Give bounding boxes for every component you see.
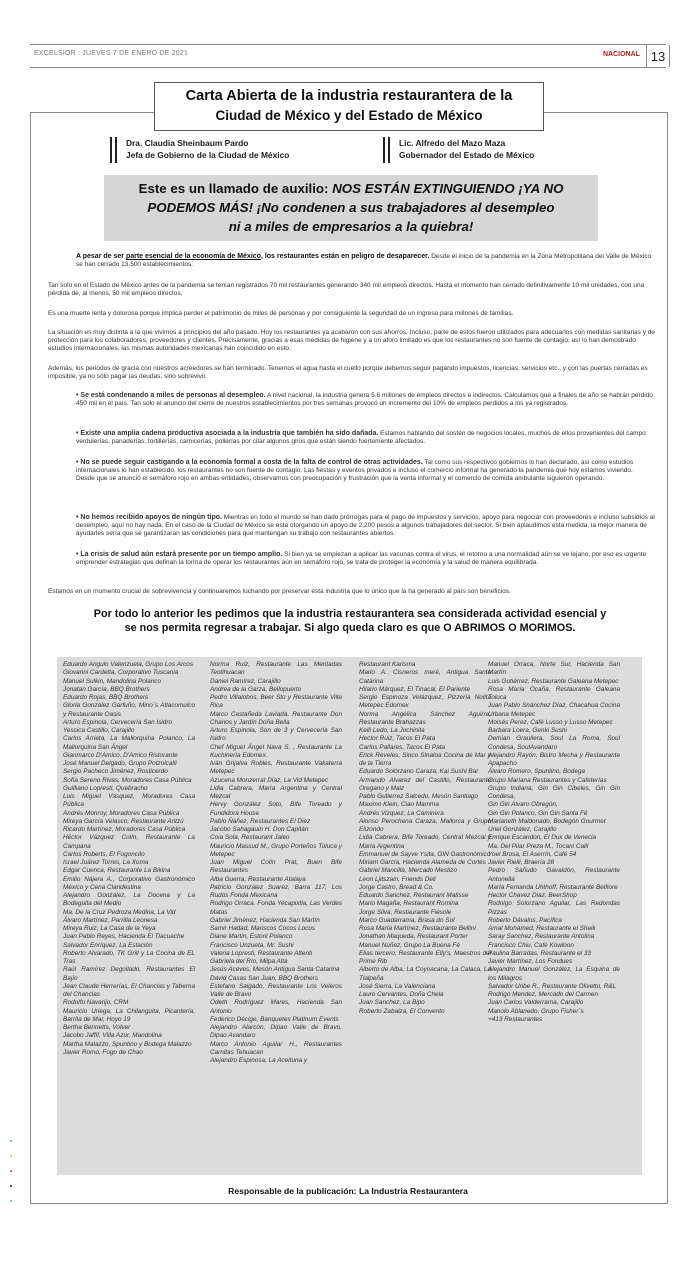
signer-entry: Juan Carlos Valderrama, Carajillo	[488, 999, 584, 1007]
signer-entry: Francisco Chiu, Café Kowloon	[488, 941, 574, 949]
signer-entry: Salvador Uribe R., Restaurante Olivetto, R&L	[488, 982, 617, 990]
signer-entry: Carlos Pallares, Tacos El Pata	[359, 743, 446, 751]
signer-entry: Estefano Salgado, Restaurante Los Veleros Valle de Bravo	[210, 982, 342, 998]
signer-entry: Alejandro González, La Docena y La Bodeguita del Medio	[63, 892, 195, 908]
signer-entry: Jorge Castro, Bread & Co.	[359, 883, 434, 891]
signer-entry: Gabriel Jiménez, Hacienda San Martín	[210, 916, 320, 924]
signer-entry: Pedro Sañudo Gavaldón, Restaurante Antonella	[488, 867, 620, 883]
signer-entry: Juan Sanchez, La Bipo	[359, 999, 425, 1007]
signer-entry: Gabriela del Río, Milpa Alta	[210, 958, 288, 965]
addressee-cdmx	[126, 137, 289, 161]
signer-entry: María Fernanda Uhthoff, Restaurante Belfiore	[488, 883, 618, 891]
signer-entry: Andrés Monroy, Moradores Casa Pública	[63, 809, 180, 817]
signer-entry: Marco Antonio Aguilar H., Restaurantes Carnitas Tehuacan	[210, 1040, 342, 1056]
signer-entry: Andrea de la Garza, Bellopuerto	[210, 685, 302, 693]
signer-entry: Iván Grijalva Robles, Restaurante Vakaterra Metepec	[210, 760, 342, 776]
signer-entry: Daniel Ramírez, Carajillo	[210, 677, 281, 685]
signer-entry: Raúl Ramírez Degollado, Restaurantes El Bajío	[63, 966, 195, 982]
signer-entry: Jacobo Sahagauin H. Don Capitán	[210, 826, 309, 833]
signer-entry: Eduardo Solórzano Caraza, Kai Sushi Bar	[359, 768, 479, 776]
signer-entry: Ricardo Martínez, Moradores Casa Pública	[63, 826, 186, 833]
signer-entry: Lauro Cervantes, Doña Chela	[359, 991, 444, 998]
signer-entry: Jorge Silva, Restaurante Fiesole	[359, 908, 452, 916]
signers-column-1	[63, 661, 195, 1057]
signer-entry: Jonathan Maqueda, Restaurant Porter	[359, 933, 468, 941]
bullet-4: • No hemos recibido apoyos de ningún tipo. Mientras en todo el mundo se han dado prórrogas para el pago de impuestos y servicios, apoyo para negociar con proveedores e incluso subsidios al desempleo, aquí no hay nada. En el caso de la Ciudad de México se está otorgando un apoyo de 2,200 pesos a algunos trabajadores del sector. Si bien aplaudimos esta medida, la mejor manera de ayudarles sería que se garantizaran las condiciones para que mantengan su trabajo con restaurantes abiertos.	[76, 514, 655, 538]
bullet-1: • Se está condenando a miles de personas al desempleo. A nivel nacional, la industria genera 5.6 millones de empleos directos e indirectos. Calculamos que a finales de año se habrán perdido 450 mil en el país. Tan solo el anuncio del cierre de nuestros establecimientos por tres semanas provocó un incremento del 10% de empleos perdidos a los ya registrados.	[76, 392, 653, 408]
signer-entry: Sergio Espinoza Velázquez, Pizzería Nolita Metepec Edomex	[359, 694, 491, 710]
signer-entry: Hector Chavez Diaz, BeerShop	[488, 892, 577, 899]
callout-line3: ni a miles de empresarios a la quiebra!	[228, 219, 474, 234]
signer-entry: Pablo Gutierrez Salcedo, Mesón Santiago	[359, 793, 479, 800]
signer-entry: Manuel Nuñez, Grupo La Buena Fé	[359, 941, 460, 949]
signer-entry: Armando Alvarez del Castillo, Restaurante Oregano y Maiz	[359, 776, 491, 792]
signer-entry: Restaurant Karisma	[359, 661, 416, 668]
signer-entry: Álvaro Martínez, Parrilla Leonesa	[63, 916, 158, 924]
signer-entry: Martha Malazzo, Spuntino y Bodega Malazzo	[63, 1040, 192, 1048]
signer-entry: Juan Pablo Reyes, Hacienda El Tlacuache	[63, 933, 185, 941]
closing-line-2: se nos permita regresar a trabajar. Si algo queda claro es que O ABRIMOS O MORIMOS.	[124, 622, 576, 634]
signer-entry: Bertha Bennetts, Volver	[63, 1024, 131, 1031]
signer-entry: Javier Rielli, Braería 28	[488, 859, 555, 866]
header-rule-bottom	[30, 67, 666, 68]
callout-line2: PODEMOS MÁS! ¡No condenen a sus trabajadores al desempleo	[147, 200, 555, 215]
signer-entry: Rodolgo Solorzano Aguilar, Las Redondas Pizzas	[488, 900, 620, 916]
signer-entry: Rosa María Ocaña, Restaurante Galeana Toluca	[488, 685, 620, 701]
signer-entry: Rodrigo Mendez, Mercado del Carmen	[488, 991, 599, 998]
signer-entry: Edgar Cuenca, Restaurante La Bikina	[63, 867, 171, 875]
signer-entry: Norma Ruiz, Restaurante Las Mentadas Teotihuacan	[210, 661, 342, 677]
signer-entry: Ma. De la Cruz Pedroza Medina, La Vid	[63, 908, 176, 916]
signer-entry: Luis Miguel Vásquez, Moradores Casa Pública	[63, 793, 195, 809]
signer-entry: Paulina Barradas, Restaurante el 33	[488, 949, 592, 957]
signer-entry: Manolo Ablanedo, Grupo Fisher´s	[488, 1007, 584, 1015]
signer-entry: Barbara Loera, Genki Sushi	[488, 727, 567, 734]
signer-entry: Lidia Cabrera, Bife Toreado, Central Mezcal y María Argentina	[359, 834, 491, 850]
signer-entry: Pedro Villalobos, Beer Sto y Restaurante Villa Rica	[210, 694, 342, 710]
signer-entry: Emmanuel de Sayve Ysita, GIN Gastronómico	[359, 850, 491, 858]
paragraph-3: Es una muerte lenta y dolorosa porque implica perder el patrimonio de miles de personas y por consiguiente la seguridad de un ingreso para millones de familias.	[48, 310, 514, 317]
signers-column-3	[359, 661, 491, 1016]
signer-entry: Rodrigo Orraca. Fonda Yecapixtla, Las Verdes Matas	[210, 900, 342, 916]
paragraph-5: Además, los periodos de gracia con nuestros acreedores se han terminado. Tenemos el agua hasta el cuello porque debemos seguir pagando impuestos, licencias, servicios etc., y con las puertas cerradas es imposible, ya no sólo pagar las deudas, sino sobrevivir.	[48, 365, 648, 381]
signer-entry: Gloria González Garfuño, Mino´s Atlacomulco y Restaurante Oasis	[63, 702, 195, 718]
signer-entry: Hervy González Soto, Bife Toreado y Fundidora House	[210, 801, 342, 817]
signer-entry: Patricio González Suarez, Barra 117, Los Rudos Fonda Mexicana	[210, 883, 342, 899]
signer-entry: Demian Graullera, Soul La Roma, Soul Condesa, SoulAvandaro	[488, 735, 620, 751]
signer-entry: Salvador Enríquez, La Estación	[63, 941, 153, 949]
signer-entry: Odeth Rodríguez Mares, Hacienda San Antonio	[210, 999, 342, 1015]
signer-entry: Samir Hadad, Mariscos Cocos Locos	[210, 925, 316, 932]
signer-entry: Manuel Sulkin, Mandolina Polanco	[63, 677, 162, 685]
signer-entry: Mireya Ruiz, La Casa de la Yeya	[63, 925, 156, 932]
signers-column-2	[210, 661, 342, 1065]
signer-entry: Jacobo Jaffif, Villa Azur, Mandolina	[63, 1032, 162, 1040]
signer-entry: Gin Gin Alvaro Obregón,	[488, 801, 558, 809]
signer-entry: Alejandro Rayón, Bistro Mecha y Restaurante Apapacho	[488, 751, 620, 767]
signer-entry: Javier Romo, Fogo de Chao	[63, 1048, 143, 1056]
section-label: NACIONAL	[603, 51, 640, 58]
signer-entry: David Casas San Juan, BBQ Brothers	[210, 974, 318, 982]
letter-title	[154, 82, 544, 131]
signer-entry: Ma. Del Pilar Preza M., Tocani Calli	[488, 842, 589, 850]
signer-entry: Jesús Aceves, Mesón Antigua Santa Catarina	[210, 966, 340, 974]
signer-entry: Emilio Nájera A., Corporativo Gastronómico México y Cena Clandestina	[63, 875, 195, 891]
addressee-edomex	[399, 137, 534, 161]
signer-entry: Guilliano Lopresti, Quebracho	[63, 784, 148, 792]
margin-color-marks	[10, 1140, 14, 1215]
signer-entry: Alejandro Alarcón, Dipao Valle de Bravo, Dipao Avandaro	[210, 1024, 342, 1040]
signer-entry: Mario Magaña, Restaurant Romina	[359, 900, 459, 908]
signer-entry: Uriel González, Carajillo	[488, 826, 557, 833]
signer-entry: Yessica Castillo, Carajillo	[63, 727, 135, 734]
paragraph-1: A pesar de ser parte esencial de la economía de México, los restaurantes están en peligro de desaparecer. Desde el inicio de la pandemia en la Zona Metropolitana del Valle de México se han cerrado 13,500 establecimientos.	[76, 253, 652, 269]
signer-entry: Álvaro Romero, Spuntino, Bodega	[488, 768, 585, 776]
signer-entry: Enrique Escandon, El Dux de Venecia	[488, 834, 597, 842]
signer-entry: Gabriel Mancilla, Mercado Mestizo	[359, 867, 458, 875]
bullet-5: • La crisis de salud aún estará presente por un tiempo amplio. Si bien ya se empiezan a aplicar las vacunas contra el virus, el retorno a una normalidad aún se ve lejano, por eso es urgente emprender estrategias que definan la forma de operar los restaurantes aún en semáforo rojo, se trata de proteger la economía y la salud de manera equilibrada.	[76, 551, 647, 567]
signers-column-4	[488, 661, 620, 1024]
signer-entry: Roberto Alvarado, TK Grill y La Cocina de EL Tras	[63, 949, 195, 965]
signer-entry: Yoel Brosa, El Aserrín, Café 54	[488, 850, 577, 858]
addressee-name: Dra. Claudia Sheinbaum Pardo	[126, 138, 249, 148]
signers-box	[57, 657, 642, 1175]
signer-entry: Eduardo Rojas, BBQ Brothers	[63, 694, 149, 701]
addressee-bar	[388, 137, 390, 163]
addressee-bar	[115, 137, 117, 163]
signer-entry: Hector Ruiz, Tacos El Pata	[359, 735, 436, 743]
addressee-name: Lic. Alfredo del Mazo Maza	[399, 138, 506, 148]
signer-entry: Norma Angélica Sánchez Aguirre, Restaurante Brahazzas	[359, 710, 491, 726]
signer-entry: Arturo Espinola, Cervecería San Isidro	[63, 718, 173, 726]
signer-entry: Chef Miguel Ángel Nava S. , Restaurante La Kuchinería Edomex.	[210, 743, 342, 759]
signer-entry: Marco Guadarrama, Brasa do Sol	[359, 916, 455, 924]
signer-entry: Luis Gutiérrez, Restaurante Galeana Metepec	[488, 677, 619, 685]
signer-entry: Marianeth Maldonado, Bodegón Gourmet	[488, 817, 606, 825]
signer-entry: Pablo Ñañez, Restaurantes El Diez	[210, 817, 311, 825]
signer-entry: Moisés Perez, Café Lusso y Lusso Metepec	[488, 718, 613, 726]
closing-line-1: Por todo lo anterior les pedimos que la industria restaurantera sea considerada actividad esencial y	[93, 608, 607, 620]
signer-entry: Alonso Perochena Caraza, Mallorca y Grupo Elizondo	[359, 817, 491, 833]
title-line-1: Carta Abierta de la industria restaurantera de la	[185, 88, 513, 104]
callout-box	[104, 175, 598, 241]
signer-entry: Hilario Márquez, El Tinacal, El Pariente	[359, 685, 471, 693]
signer-entry: Leon Ljitszain, Friends Deli	[359, 875, 436, 883]
signer-entry: Mireya García Velasco, Restaurante Aritzú	[63, 817, 184, 825]
signer-entry: Carlos Arrieta, La Mallorquina Polanco, La Mallorquina San Ángel	[63, 735, 195, 751]
signer-entry: José Manuel Delgado, Grupo Potzolcalli	[63, 760, 177, 767]
signer-entry: Javier Martínez, Los Fondues	[488, 958, 573, 965]
signer-entry: Lidia Cabrera, María Argentina y Central Mezcal	[210, 784, 342, 800]
signer-entry: Gin Gin Polanco, Gin Gin Santa Fé	[488, 809, 588, 817]
signer-entry: Kelli Ledo, La Jochinita	[359, 727, 425, 734]
signer-entry: Sergio Pacheco Jiménez, Rosticerdo	[63, 768, 168, 776]
signer-entry: Mauricio Uriega, La Chilanguita, Picantería, Barrita de Mar, Hoyo 19	[63, 1007, 195, 1023]
signer-entry: Jonatan García, BBQ Brothers	[63, 685, 150, 693]
signer-entry: Miriam García, Hacienda Alameda de Cortés	[359, 859, 486, 866]
signer-entry: Andrés Vizquez, La Caminera	[359, 809, 444, 817]
signer-entry: Eduardo Sanchez, Restaurant Matisse	[359, 892, 469, 899]
signer-entry: Elias tercero, Restaurante Elly's, Maestros del Prime Rib	[359, 949, 491, 965]
signer-entry: Coia Sola, Restaurant Jaleo	[210, 834, 290, 842]
paragraph-4: La situación es muy distinta a la que vivimos a principios del año pasado. Hoy los restaurantes ya acabaron con sus ahorros. Incluso, parte de estos fueron utilizados para adecuarlos con medidas sanitarias y de protección para los colaboradores, proveedores y clientes. Precisamente, gracias a esas medidas de higiene y a un aforo limitado es que los restaurantes no son fuente de contagio, así lo han demostrado estudios internacionales, las mismas autoridades mexicanas han coincidido en esto.	[48, 329, 656, 353]
signer-entry: Eduardo Angulo Valenzuela, Grupo Los Arcos	[63, 661, 194, 668]
signer-entry: Azucena Monzerrat Díaz, La Vid Metepec	[210, 776, 329, 784]
callout-lead: Este es un llamado de auxilio:	[138, 181, 333, 196]
signer-entry: Alejandro Espinosa, La Aceituna y	[210, 1057, 308, 1064]
title-line-2: Ciudad de México y del Estado de México	[215, 108, 483, 123]
signer-entry: Alberto de Alba, La Coyoacana, La Calaca, La Tlalpeña	[359, 966, 491, 982]
signer-entry: Juan Pablo Snánchez Díaz, Chacahua Cocina Urbana Metepec	[488, 702, 620, 718]
header-rule-top	[30, 44, 666, 45]
signer-entry: Francisco Unzueta, Mr. Sushi	[210, 941, 294, 949]
publication-credit: Responsable de la publicación: La Industria Restaurantera	[228, 1186, 468, 1196]
signer-entry: Grupo Mariana Restaurantes y Cafeterías	[488, 776, 607, 784]
closing-statement	[70, 607, 630, 635]
signer-entry: Federico Décige, Banquetes Platinum Events	[210, 1015, 339, 1023]
signer-entry: Héctor Vázquez Colín, Restaurante La Campana	[63, 834, 195, 850]
paragraph-2: Tan solo en el Estado de México antes de la pandemia se tenían registrados 70 mil restaurantes generando 340 mil empleos directos. Hasta el momento han cerrado definitivamente 10 mil unidades, con una pérdida de, al menos, 50 mil empleos directos.	[48, 282, 645, 298]
signer-entry: Grupo Indiana, Gin Gin Cibeles, Gin Gin Condesa,	[488, 784, 620, 800]
signer-entry: Valeria Lopresti, Restaurante Attenti	[210, 949, 313, 957]
signer-entry: Rodolfo Navarijo, CRM	[63, 999, 129, 1007]
signer-entry: Diane Martin, Estoril Polanco	[210, 933, 293, 941]
signer-entry: Giovanni Cardetta, Corporativo Tuscania	[63, 669, 179, 677]
signer-entry: Israel Juárez Torres, La Xoma	[63, 859, 149, 866]
signer-entry: Saray Sanchez, Restaurante Antolina	[488, 933, 595, 941]
addressee-role: Jefa de Gobierno de la Ciudad de México	[126, 150, 290, 160]
signer-entry: Gianmarco D'Amico, D'Amico Ristorante	[63, 751, 178, 759]
newspaper-dateline: EXCELSIOR : JUEVES 7 DE ENERO DE 2021	[34, 50, 189, 57]
signer-entry: Alejandro Manuel González, La Esquina de los Milagros	[488, 966, 620, 982]
signer-entry: José Sierra, La Valenciana	[359, 982, 436, 990]
signer-entry: Arturo Espinola, Son de 3 y Cervecería San Isidro	[210, 727, 342, 743]
signer-entry: Manuel Orraca, Norte Sur, Hacienda San Martín	[488, 661, 620, 677]
callout-line1: NOS ESTÁN EXTINGUIENDO ¡YA NO	[332, 181, 564, 196]
addressee-role: Gobernador del Estado de México	[399, 150, 535, 160]
page-number: 13	[646, 45, 670, 67]
addressee-bar	[383, 137, 385, 163]
signer-entry: Roberto Dávalos, Pacífica	[488, 916, 562, 924]
signer-entry: Juan Miguel Colín Prat, Buen Bife Restaurantes	[210, 859, 342, 875]
signer-entry: Alba Guerra, Restaurante Atalaya	[210, 875, 306, 883]
signer-entry: Carlos Roberts, El Fogoncito	[63, 850, 145, 858]
paragraph-6: Estamos en un momento crucial de sobrevivencia y continuaremos luchando por preservar esta industria que lo único que la ha generado al país son beneficios.	[48, 588, 511, 595]
bullet-3: • No se puede seguir castigando a la economía formal a costa de la falta de control de otras actividades. Tal como sus respectivos gobiernos lo han declarado, así como estudios internacionales lo han establecido, los restaurantes no son fuente de contagio. Las fiestas y eventos privados e incluso el comercio informal ha generado la pandemia que hoy estamos viviendo. Desde que se anunció el semáforo rojo en ambas entidades, observamos con preocupación y frustración que la venta informal y el comercio de comida ambulante siguieron operando.	[76, 459, 634, 483]
signer-entry: Mario A. Cisneros meré, Antigua Santa Catarina	[359, 669, 491, 685]
signer-entry: Roberto Zabalza, El Convento	[359, 1007, 445, 1015]
signer-entry: Rosa María Martínez, Restaurante Bellini	[359, 925, 476, 932]
signer-entry: Jean Claude Herrerías, El Chanclas y Taberna del Chanclas	[63, 982, 195, 998]
signer-entry: Maximo Klein, Ciao Mamma	[359, 801, 439, 809]
signer-entry: Amal Mohamed, Restaurante el Sheik	[488, 925, 596, 932]
signer-entry: +413 Restaurantes	[488, 1015, 543, 1023]
signer-entry: Marco Castañeda Laviada, Restaurante Don Chanos y Jardín Doña Bella	[210, 710, 342, 726]
signer-entry: Mauricio Massud M., Grupo Porteños Toluca y Metepec	[210, 842, 342, 858]
bullet-2: • Existe una amplia cadena productiva asociada a la industria que también ha sido dañada. Estamos hablando del sostén de negocios locales, muchos de ellos provenientes del campo: verdulerías, panaderías, tortillerías, carnicerías, pollerías por citar algunos giros que están siendo fuertemente afectados.	[76, 430, 648, 446]
signer-entry: Sofía Sereno Rivas, Moradores Casa Pública	[63, 776, 192, 784]
signer-entry: Erick Reveles, Sinco Sinaloa Cocina de Mar y de la Tierra	[359, 751, 491, 767]
addressee-bar	[110, 137, 112, 163]
